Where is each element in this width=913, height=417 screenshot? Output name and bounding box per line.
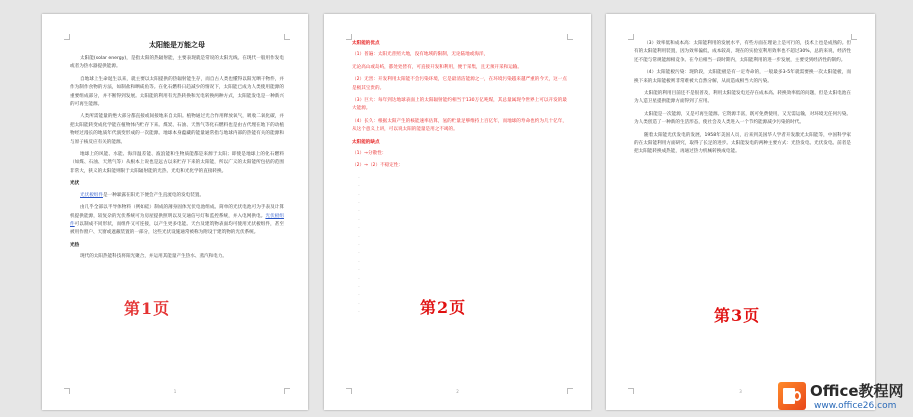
paragraph: 自地球上生命诞生以来，就主要以太阳提供的热辐射能生存，而自古人类也懂得以阳光晒干物件，并作为制作食物的方法，如制盐和晒咸鱼等。在化石燃料日趋减少的情况下，太阳能已成为人类使用能源的重要组成部分，并不断得到发展。太阳能的利用有光热转换和光电转换两种方式，太阳能发电是一种新兴的可再生能源。 [70,76,284,108]
empty-line [352,259,567,267]
disadvantage-item: （2）→（2）不稳定性： [352,163,404,169]
corner-marker [851,34,857,40]
paragraph: 太阳能的利用目前还不是很普及，利用太阳能发电还存在成本高、转换效率低的问题，但是太阳电池在为人造卫星提供能源方面得到了应用。 [634,91,851,105]
advantage-item: （1）普遍：太阳光普照大地，没有地域的限制，无论陆地或海洋， [352,52,489,58]
page-label: 第1页 [124,299,171,318]
empty-line [352,276,567,284]
section-heading-thermal: 光热 [70,242,80,248]
page-2-content [352,40,567,318]
empty-line [352,208,567,216]
paragraph: 太阳能(solar energy)，是指太阳的热辐射能，主要表现就是常说的太阳光线。在现代一般用作发电或者为热水器提供能源。 [70,56,284,70]
empty-line [352,234,567,242]
paragraph: 地球上的风能、水能、海洋温差能、波浪能和生物质能都是来源于太阳；即使是地球上的化石燃料（如煤、石油、天然气等）从根本上说也是远古以来贮存下来的太阳能，所以广义的太阳能所包括的范围非常大，狭义的太阳能则限于太阳辐射能的光热、光电和光化学的直接转换。 [70,152,284,174]
advantage-item: （4）长久：根据太阳产生的核能速率估算，氢的贮量足够维持上百亿年，而地球的寿命也约为几十亿年，从这个意义上讲，可以说太阳的能量是用之不竭的。 [352,118,567,133]
advantage-item: 无论高山或岛屿，都处处皆有，可直接开发和利用，便于采集，且无须开采和运输。 [352,64,522,70]
hyperlink[interactable]: 光伏板组件 [80,192,103,198]
empty-line [352,225,567,233]
empty-line [352,217,567,225]
page-number: 2 [456,389,459,394]
document-title: 太阳能是万能之母 [149,41,205,49]
paragraph: 现代的太阳热能科技将阳光聚合，并运用其能量产生热水、蒸汽和电力。 [80,254,228,260]
corner-marker [567,34,573,40]
site-watermark [772,376,913,417]
advantage-item: （2）无害：开发利用太阳能不会污染环境，它是最清洁能源之一，在环境污染越来越严重的今天，这一点是极其宝贵的。 [352,77,567,91]
disadvantage-item: （1）→分散性： [352,151,387,157]
page-1-content [70,40,284,266]
paragraph [70,192,284,200]
watermark-title: Office教程网 [810,382,904,400]
page-number: 1 [173,389,177,394]
empty-line [352,192,567,200]
paragraph-text: 可以制成不同形状，而组件又可连接，以产生更多电能。天台及建筑物表面均可使用光伏板组件，甚至被用作窗户、天窗或遮蔽装置的一部分，这些光伏设施通常被称为附设于建筑物的光伏系统。 [70,221,284,236]
section-heading-pv: 光伏 [70,181,80,187]
paragraph: （4）太阳能板污染：现阶段，太阳能板是有一定寿命的，一般最多3-5年就需要换一次太阳能板，而换下来的太阳能板则非常难被大自然分解，从而造成相当大的污染。 [634,70,851,84]
empty-line [352,200,567,208]
paragraph-text: 由几乎全部以半导体物料（例如硅）制成的薄身固体光伏电池组成。简单的光伏电池可为手表及计算机提供能源，较复杂的光伏系统可为房屋提供照明以及交通信号灯和监控系统，并入电网供电。 [70,205,284,219]
hyperlink[interactable]: 光伏板组件 [70,213,284,227]
paragraph: 随着太阳能光伏发电的发展，1958年美国人员，后来到美国华人学者开发激光太阳能等，中国科学家的在太阳能利用方面研究，取得了长足的进步。太阳能发电的两种主要方式：光热发电、光伏发电。前者是把太阳能转换成热能，再通过热力机械转换成电能。 [634,132,851,155]
page-label: 第3页 [714,306,761,325]
office-logo-icon [778,382,806,410]
empty-line [352,250,567,258]
advantage-item: （3）巨大：每年到达地球表面上的太阳辐射能约相当于130万亿吨煤，其总量属现今世界上可以开发的最大能源。 [352,98,567,112]
paragraph: 太阳能是一次能源，又是可再生能源。它资源丰富，既可免费使用，又无需运输，对环境无任何污染。为人类创造了一种新的生活形态，使社会及人类进入一个节约能源减少污染的时代。 [634,111,851,126]
page-label: 第2页 [420,298,467,317]
heading-advantages: 太阳能的优点 [352,41,380,46]
paragraph [70,204,284,238]
page-number: 3 [739,389,742,394]
paragraph: （3）效率低和成本高：太阳能利用的发展水平，有些方面在理论上是可行的，技术上也是成熟的。但有的太阳能利用装置，因为效率偏低，成本较高，现在的实验室利用效率也不超过30%，总的来说，经济性还不能与常规能源相竞争。在今后相当一段时期内，太阳能利用的进一步发展，主要受到经济性的制约。 [634,41,851,63]
paragraph: 人类所需能量的绝大部分都直接或间接地来自太阳。植物通过光合作用释放氧气，吸收二氧化碳，并把太阳能转变成化学能在植物体内贮存下来。煤炭、石油、天然气等化石燃料也是由古代埋在地下的动植物经过漫长的地质年代演变形成的一次能源。地球本身蕴藏的能量通常指与地球内部的热能有关的能源和与原子核反应有关的能源。 [70,114,284,145]
document-page-1[interactable] [42,14,308,410]
paragraph-text: 是一种暴露在阳光下便会产生直流电的发电装置。 [102,192,205,198]
watermark-url: www.office26.com [814,401,897,411]
document-page-2[interactable] [324,14,591,410]
empty-line [352,175,567,183]
document-page-3[interactable] [606,14,875,410]
corner-marker [284,34,290,40]
empty-line [352,183,567,191]
empty-line [352,267,567,275]
heading-disadvantages: 太阳能的缺点 [352,139,380,145]
empty-line [352,242,567,250]
page-3-content [634,40,851,161]
empty-line [352,284,567,292]
